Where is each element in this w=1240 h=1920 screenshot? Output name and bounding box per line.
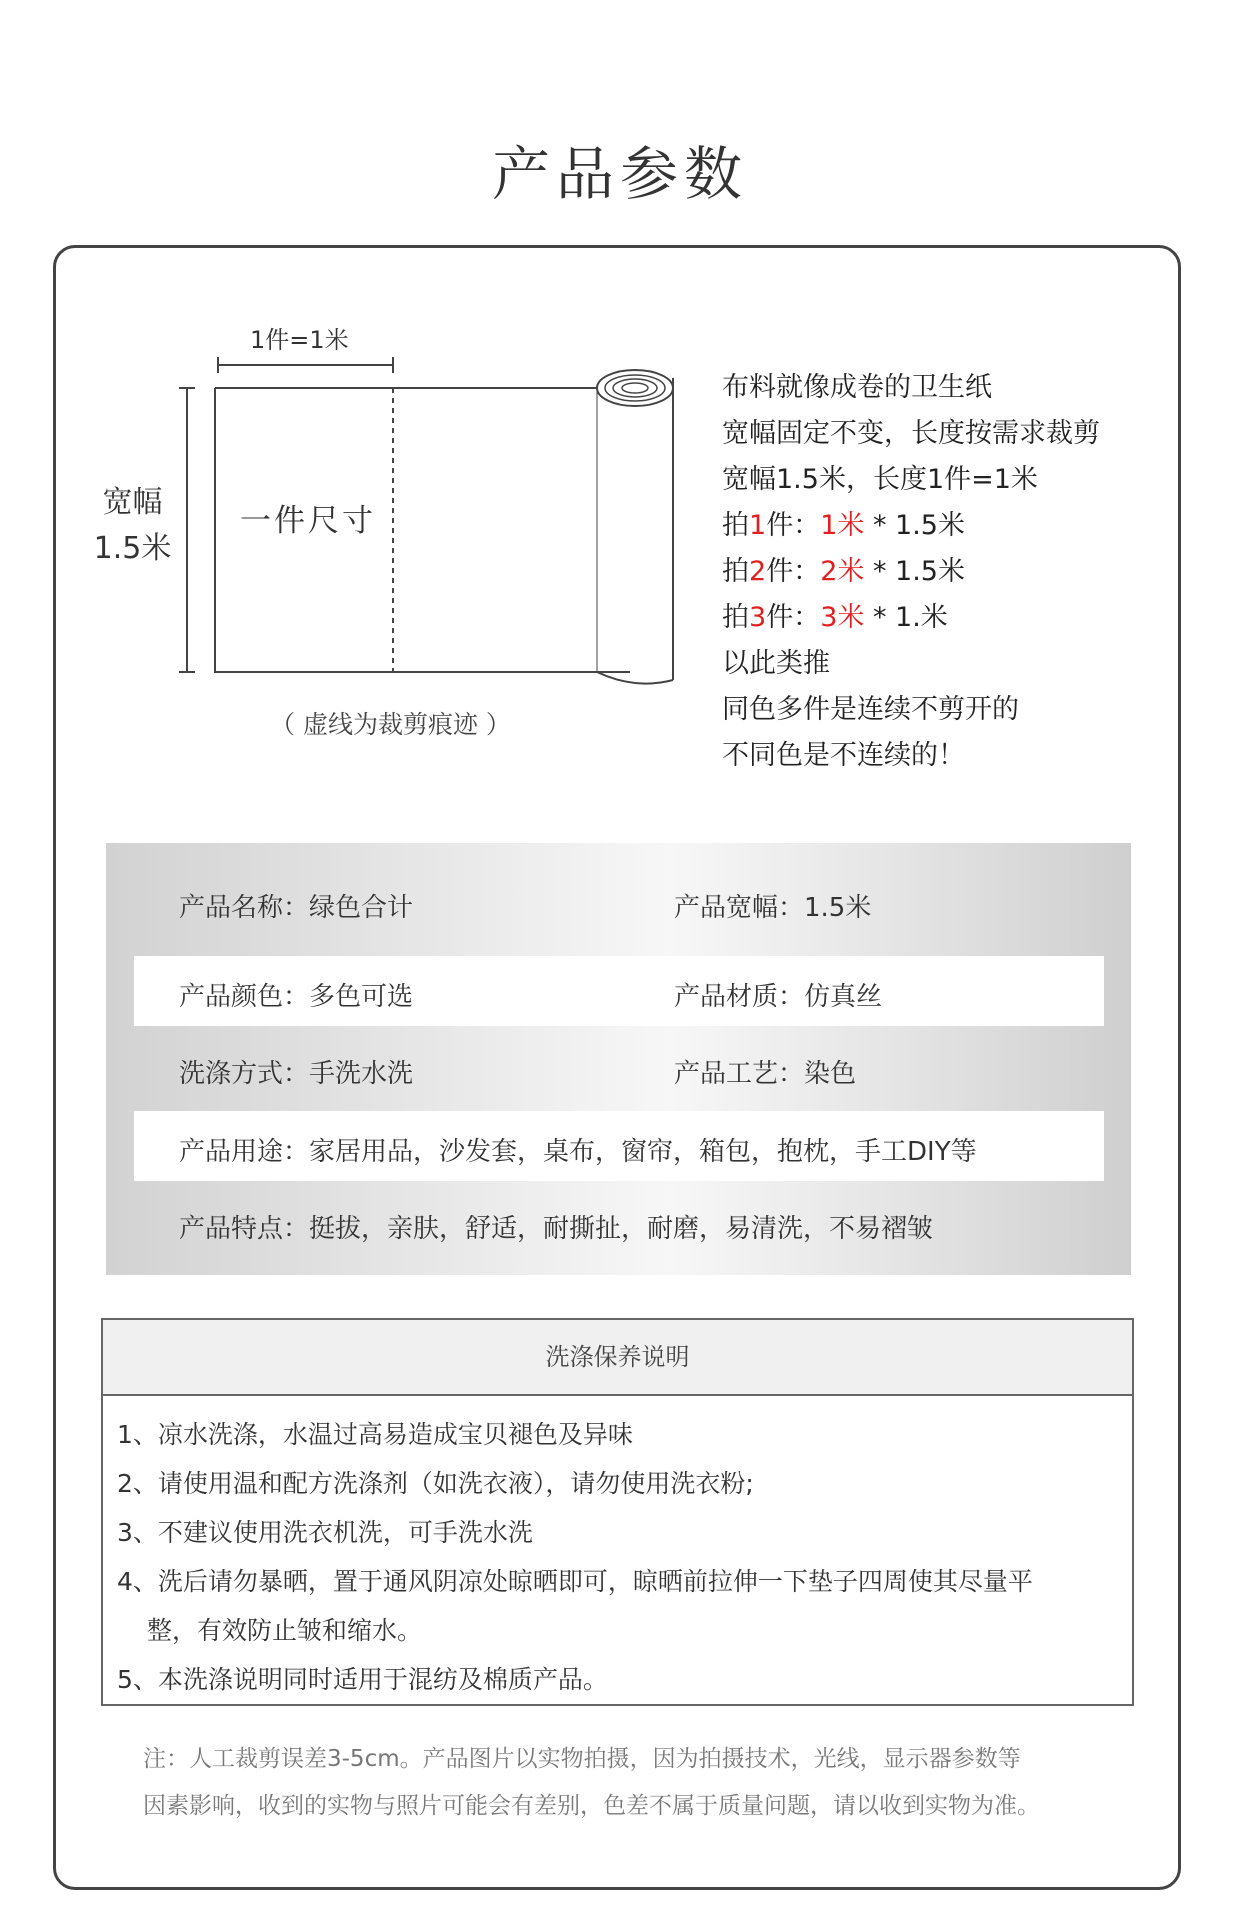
explain-text: 拍 [722,556,749,587]
length-value: 3米 [820,602,865,633]
param-row [134,1033,1104,1103]
disclaimer-line: 注：人工裁剪误差3-5cm。产品图片以实物拍摄，因为拍摄技术，光线，显示器参数等 [143,1746,1021,1772]
explain-line: 宽幅1.5米，长度1件=1米 [722,464,1038,495]
explain-text: 件： [766,602,821,633]
param-product-material: 产品材质：仿真丝 [674,982,883,1012]
care-item: 2、请使用温和配方洗涤剂（如洗衣液），请勿使用洗衣粉; [117,1469,754,1498]
quantity-number: 3 [749,602,767,633]
care-item: 1、凉水洗涤，水温过高易造成宝贝褪色及异味 [117,1420,633,1449]
quantity-number: 2 [749,556,767,587]
explain-line: 同色多件是连续不剪开的 [722,694,1019,725]
product-params-panel [106,843,1131,1275]
explain-text: * 1.米 [864,602,948,633]
explain-text: 拍 [722,602,749,633]
care-item: 4、洗后请勿暴晒，置于通风阴凉处晾晒即可，晾晒前拉伸一下垫子四周使其尽量平 [117,1567,1033,1596]
diagram-caption: （ 虚线为裁剪痕迹 ） [270,710,511,739]
fabric-width-label-line2: 1.5米 [93,531,172,566]
quantity-number: 1 [749,510,767,541]
fabric-roll-diagram [75,310,695,760]
explain-line: 布料就像成卷的卫生纸 [722,372,992,403]
explain-text: * 1.5米 [864,556,965,587]
disclaimer-line: 因素影响，收到的实物与照片可能会有差别，色差不属于质量问题，请以收到实物为准。 [143,1793,1040,1819]
explain-example-row [722,503,1100,549]
care-item-continued: 整，有效防止皱和缩水。 [147,1616,423,1645]
explain-example-row [722,549,1100,595]
param-product-color: 产品颜色：多色可选 [179,982,414,1012]
explain-example-row [722,595,1100,641]
length-value: 1米 [820,510,865,541]
care-item: 3、不建议使用洗衣机洗，可手洗水洗 [117,1518,533,1547]
param-product-features: 产品特点：挺拔，亲肤，舒适，耐撕扯，耐磨，易清洗，不易褶皱 [179,1214,934,1244]
explain-line: 宽幅固定不变，长度按需求裁剪 [722,418,1100,449]
length-value: 2米 [820,556,865,587]
param-row [134,1188,1104,1258]
explain-text: 件： [766,556,821,587]
care-instructions-title: 洗涤保养说明 [103,1320,1132,1396]
disclaimer-note [143,1736,1040,1830]
fabric-width-label-line1: 宽幅 [102,485,163,520]
param-row [134,867,1104,937]
care-instructions-list [117,1410,1117,1704]
explain-text: * 1.5米 [864,510,965,541]
cutting-explanation [722,365,1100,779]
explain-text: 拍 [722,510,749,541]
page-title: 产品参数 [491,139,748,208]
param-wash-method: 洗涤方式：手洗水洗 [179,1059,414,1089]
param-product-usage: 产品用途：家居用品，沙发套，桌布，窗帘，箱包，抱枕，手工DIY等 [179,1137,977,1167]
param-row [134,956,1104,1026]
fabric-width-label [85,480,180,572]
piece-size-label: 一件尺寸 [240,503,376,539]
care-instructions-box [101,1318,1134,1706]
piece-length-label: 1件=1米 [250,326,349,354]
param-row [134,1111,1104,1181]
param-product-width: 产品宽幅：1.5米 [674,893,872,923]
explain-line: 以此类推 [722,648,830,679]
param-product-craft: 产品工艺：染色 [674,1059,857,1089]
explain-line: 不同色是不连续的！ [722,740,965,771]
care-item: 5、本洗涤说明同时适用于混纺及棉质产品。 [117,1665,608,1694]
param-product-name: 产品名称：绿色合计 [179,893,414,923]
explain-text: 件： [766,510,821,541]
